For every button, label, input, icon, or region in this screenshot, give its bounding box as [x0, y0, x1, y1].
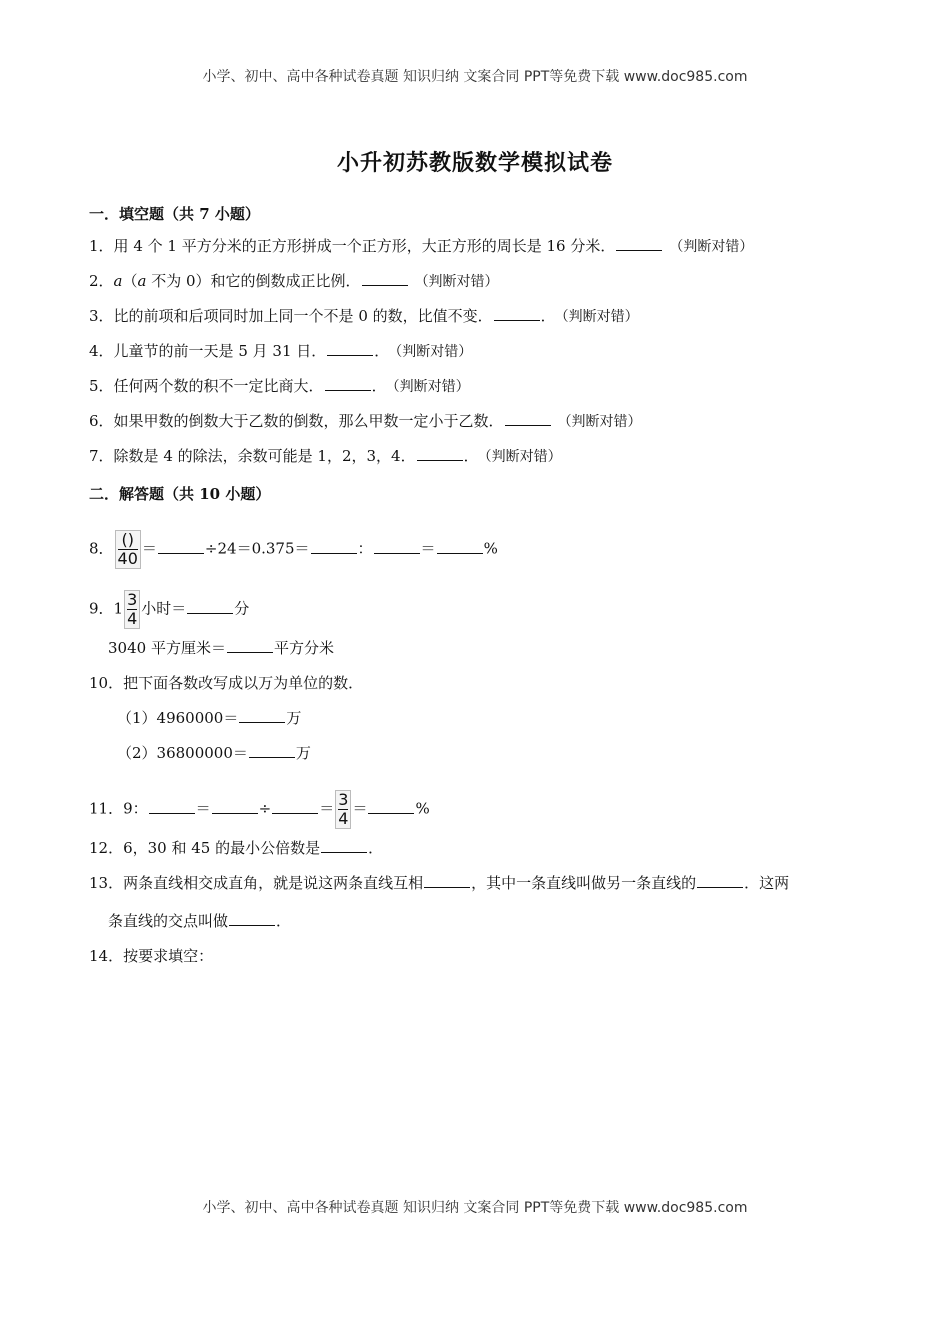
page-footer: 小学、初中、高中各种试卷真题 知识归纳 文案合同 PPT等免费下载 www.doc985.com	[202, 1200, 748, 1216]
question-number: 4．	[89, 342, 114, 360]
answer-blank[interactable]	[437, 539, 483, 554]
question-3	[89, 306, 639, 327]
answer-blank[interactable]	[494, 306, 540, 321]
answer-blank[interactable]	[505, 411, 551, 426]
percent-sign: %	[415, 799, 430, 818]
question-text: 不为 0）和它的倒数成正比例．	[146, 272, 361, 290]
fraction-numerator: ()	[121, 530, 134, 549]
question-2	[89, 271, 499, 292]
fraction	[115, 530, 141, 569]
unit-label: 万	[295, 744, 311, 762]
question-text: （2）36800000＝	[117, 744, 248, 762]
question-4	[89, 341, 472, 362]
period: ．	[276, 912, 292, 930]
question-text: 儿童节的前一天是 5 月 31 日．	[113, 342, 327, 360]
question-13	[89, 873, 789, 893]
question-text: （1）4960000＝	[117, 709, 239, 727]
question-number: 5．	[89, 377, 114, 395]
question-number: 2．	[89, 272, 114, 290]
answer-blank[interactable]	[249, 743, 295, 758]
question-text: 按要求填空：	[123, 947, 214, 965]
question-text: ．这两	[744, 874, 790, 892]
question-13-cont	[108, 911, 291, 931]
answer-blank[interactable]	[374, 539, 420, 554]
answer-blank[interactable]	[616, 236, 662, 251]
variable-a: a	[113, 272, 123, 290]
question-7	[89, 446, 562, 467]
period: ．	[463, 447, 479, 465]
question-text: 比的前项和后项同时加上同一个不是 0 的数，比值不变．	[113, 307, 493, 325]
divide-sign: ÷	[258, 799, 272, 818]
question-text: ，其中一条直线叫做另一条直线的	[471, 874, 697, 892]
fraction-denominator: 4	[127, 609, 138, 628]
question-number: 9．	[89, 599, 114, 618]
page-header: 小学、初中、高中各种试卷真题 知识归纳 文案合同 PPT等免费下载 www.doc985.com	[202, 69, 748, 85]
answer-blank[interactable]	[149, 799, 195, 814]
question-text: 除数是 4 的除法，余数可能是 1，2，3，4．	[113, 447, 416, 465]
question-9	[89, 590, 249, 629]
question-text: 如果甲数的倒数大于乙数的倒数，那么甲数一定小于乙数．	[113, 412, 504, 430]
answer-blank[interactable]	[325, 376, 371, 391]
answer-blank[interactable]	[368, 799, 414, 814]
equals-sign: ＝	[195, 799, 211, 818]
fraction-denominator: 4	[338, 809, 349, 828]
question-note: （判断对错）	[395, 344, 473, 360]
fraction	[335, 790, 351, 829]
question-note: （判断对错）	[557, 414, 642, 430]
fraction	[124, 590, 140, 629]
question-text: 两条直线相交成直角，就是说这两条直线互相	[123, 874, 424, 892]
answer-blank[interactable]	[227, 638, 273, 653]
question-text: 6，30 和 45 的最小公倍数是	[123, 839, 321, 857]
colon: ：	[357, 539, 373, 558]
fraction-numerator: 3	[127, 590, 138, 609]
paren-open: （	[122, 272, 138, 290]
period: ．	[374, 342, 390, 360]
question-note: （判断对错）	[484, 449, 562, 465]
question-11	[89, 790, 430, 829]
question-12	[89, 838, 383, 858]
period: ．	[368, 839, 384, 857]
question-6	[89, 411, 642, 432]
question-number: 14．	[89, 947, 124, 965]
question-number: 8．	[89, 539, 114, 558]
equals-sign: ＝	[319, 799, 335, 818]
question-number: 10．	[89, 674, 124, 692]
question-1	[89, 236, 753, 257]
question-text: ÷24＝0.375＝	[204, 539, 310, 558]
page-title: 小升初苏教版数学模拟试卷	[336, 150, 613, 176]
question-text: 条直线的交点叫做	[108, 912, 229, 930]
answer-blank[interactable]	[321, 838, 367, 853]
question-14	[89, 946, 213, 966]
question-text: 把下面各数改写成以万为单位的数．	[123, 674, 364, 692]
answer-blank[interactable]	[212, 799, 258, 814]
answer-blank[interactable]	[362, 271, 408, 286]
answer-blank[interactable]	[417, 446, 463, 461]
section-heading-answer: 二．解答题（共 10 小题）	[89, 485, 271, 503]
answer-blank[interactable]	[697, 873, 743, 888]
question-10	[89, 673, 363, 693]
question-note: （判断对错）	[414, 274, 499, 290]
fraction-denominator: 40	[117, 549, 138, 568]
unit-label: 分	[234, 599, 250, 618]
question-number: 7．	[89, 447, 114, 465]
answer-blank[interactable]	[327, 341, 373, 356]
question-note: （判断对错）	[669, 239, 754, 255]
equals-sign: ＝	[141, 539, 157, 558]
answer-blank[interactable]	[158, 539, 204, 554]
question-9-part-2	[108, 638, 334, 658]
answer-blank[interactable]	[229, 911, 275, 926]
question-10-sub-1	[117, 708, 301, 728]
question-number: 12．	[89, 839, 124, 857]
question-number: 13．	[89, 874, 124, 892]
question-note: （判断对错）	[561, 309, 639, 325]
question-number: 3．	[89, 307, 114, 325]
question-text: 9：	[123, 799, 148, 818]
unit-label: 平方分米	[273, 639, 334, 657]
question-number: 1．	[89, 237, 114, 255]
answer-blank[interactable]	[311, 539, 357, 554]
answer-blank[interactable]	[187, 599, 233, 614]
equals-sign: ＝	[352, 799, 368, 818]
mixed-whole: 1	[113, 599, 124, 618]
period: ．	[540, 307, 556, 325]
answer-blank[interactable]	[272, 799, 318, 814]
question-text: 任何两个数的积不一定比商大．	[113, 377, 324, 395]
answer-blank[interactable]	[424, 873, 470, 888]
variable-a: a	[137, 272, 147, 290]
question-text: 小时＝	[141, 599, 187, 618]
question-number: 11．	[89, 799, 124, 818]
unit-label: 万	[286, 709, 302, 727]
question-number: 6．	[89, 412, 114, 430]
period: ．	[371, 377, 387, 395]
section-heading-fill-blank: 一．填空题（共 7 小题）	[89, 205, 260, 223]
answer-blank[interactable]	[239, 708, 285, 723]
question-text: 用 4 个 1 平方分米的正方形拼成一个正方形，大正方形的周长是 16 分米．	[113, 237, 616, 255]
question-5	[89, 376, 470, 397]
question-text: 3040 平方厘米＝	[108, 639, 226, 657]
equals-sign: ＝	[420, 539, 436, 558]
fraction-numerator: 3	[338, 790, 349, 809]
question-note: （判断对错）	[392, 379, 470, 395]
question-10-sub-2	[117, 743, 311, 763]
percent-sign: %	[483, 539, 498, 558]
question-8	[89, 530, 498, 569]
